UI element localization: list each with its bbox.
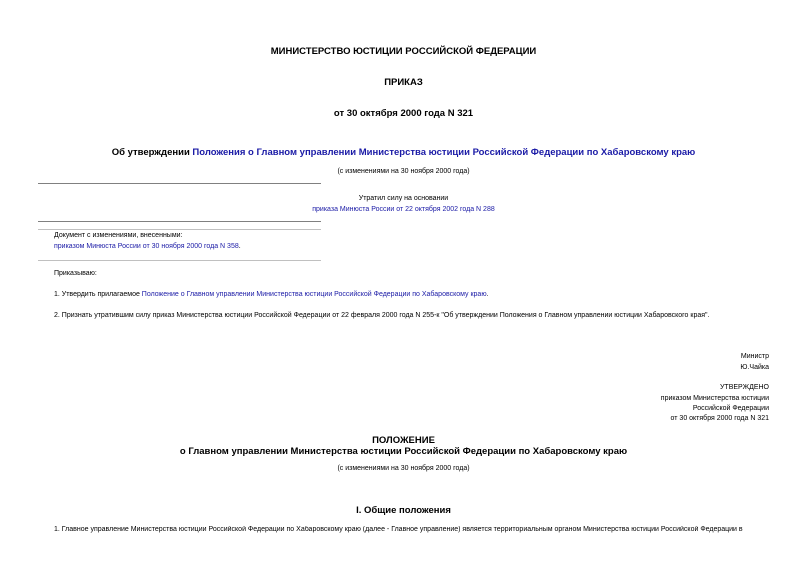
- signature-name: Ю.Чайка: [740, 364, 769, 371]
- regulation-title: ПОЛОЖЕНИЕ: [372, 435, 435, 446]
- ministry-heading: МИНИСТЕРСТВО ЮСТИЦИИ РОССИЙСКОЙ ФЕДЕРАЦИИ: [270, 46, 537, 57]
- approved-line-4: от 30 октября 2000 года N 321: [670, 415, 769, 422]
- doc-title-prefix: Об утверждении: [111, 147, 193, 158]
- amended-by-link[interactable]: приказом Минюста России от 30 ноября 2000 года N 358: [54, 243, 239, 250]
- divider-amended: [38, 260, 321, 261]
- section-heading: I. Общие положения: [356, 505, 451, 516]
- order-item-2: 2. Признать утратившим силу приказ Министерства юстиции Российской Федерации от 22 февраля 2000 года N 255-к "Об утверждении Положения о Главном управлении юстиции Хабаровского края".: [54, 312, 710, 319]
- signature-position: Министр: [740, 353, 769, 360]
- regulation-para-1: 1. Главное управление Министерства юстиции Российской Федерации по Хабаровскому краю (далее - Главное управление) является территориальным органом Министерства юстиции Российской Федерации в: [54, 526, 743, 533]
- doc-title-link[interactable]: Положения о Главном управлении Министерства юстиции Российской Федерации по Хабаровскому краю: [192, 147, 696, 158]
- order-item-1-link[interactable]: Положение о Главном управлении Министерства юстиции Российской Федерации по Хабаровскому краю: [141, 291, 487, 298]
- doc-title: [0, 147, 807, 158]
- approved-line-3: Российской Федерации: [692, 405, 769, 412]
- amended-by-suffix: .: [238, 243, 241, 250]
- divider-lost-force-2: [38, 229, 321, 230]
- amended-by-label: Документ с изменениями, внесенными:: [54, 232, 183, 239]
- amended-by-line: [54, 243, 241, 250]
- regulation-changes-note: (с изменениями на 30 ноября 2000 года): [337, 465, 470, 472]
- doc-date-number: от 30 октября 2000 года N 321: [333, 108, 474, 119]
- order-item-1-prefix: 1. Утвердить прилагаемое: [54, 291, 142, 298]
- doc-type-heading: ПРИКАЗ: [384, 77, 423, 88]
- approved-heading: УТВЕРЖДЕНО: [719, 384, 769, 391]
- order-intro: Приказываю:: [54, 270, 97, 277]
- order-item-1: [54, 291, 489, 298]
- lost-force-label: Утратил силу на основании: [358, 195, 449, 202]
- changes-note: (с изменениями на 30 ноября 2000 года): [337, 168, 470, 175]
- approved-line-2: приказом Министерства юстиции: [660, 395, 769, 402]
- lost-force-link[interactable]: приказа Минюста России от 22 октября 2002 года N 288: [312, 206, 495, 213]
- order-item-1-suffix: .: [486, 291, 489, 298]
- regulation-subtitle: о Главном управлении Министерства юстиции Российской Федерации по Хабаровскому краю: [179, 446, 628, 457]
- divider-top: [38, 183, 321, 184]
- divider-lost-force-1: [38, 221, 321, 222]
